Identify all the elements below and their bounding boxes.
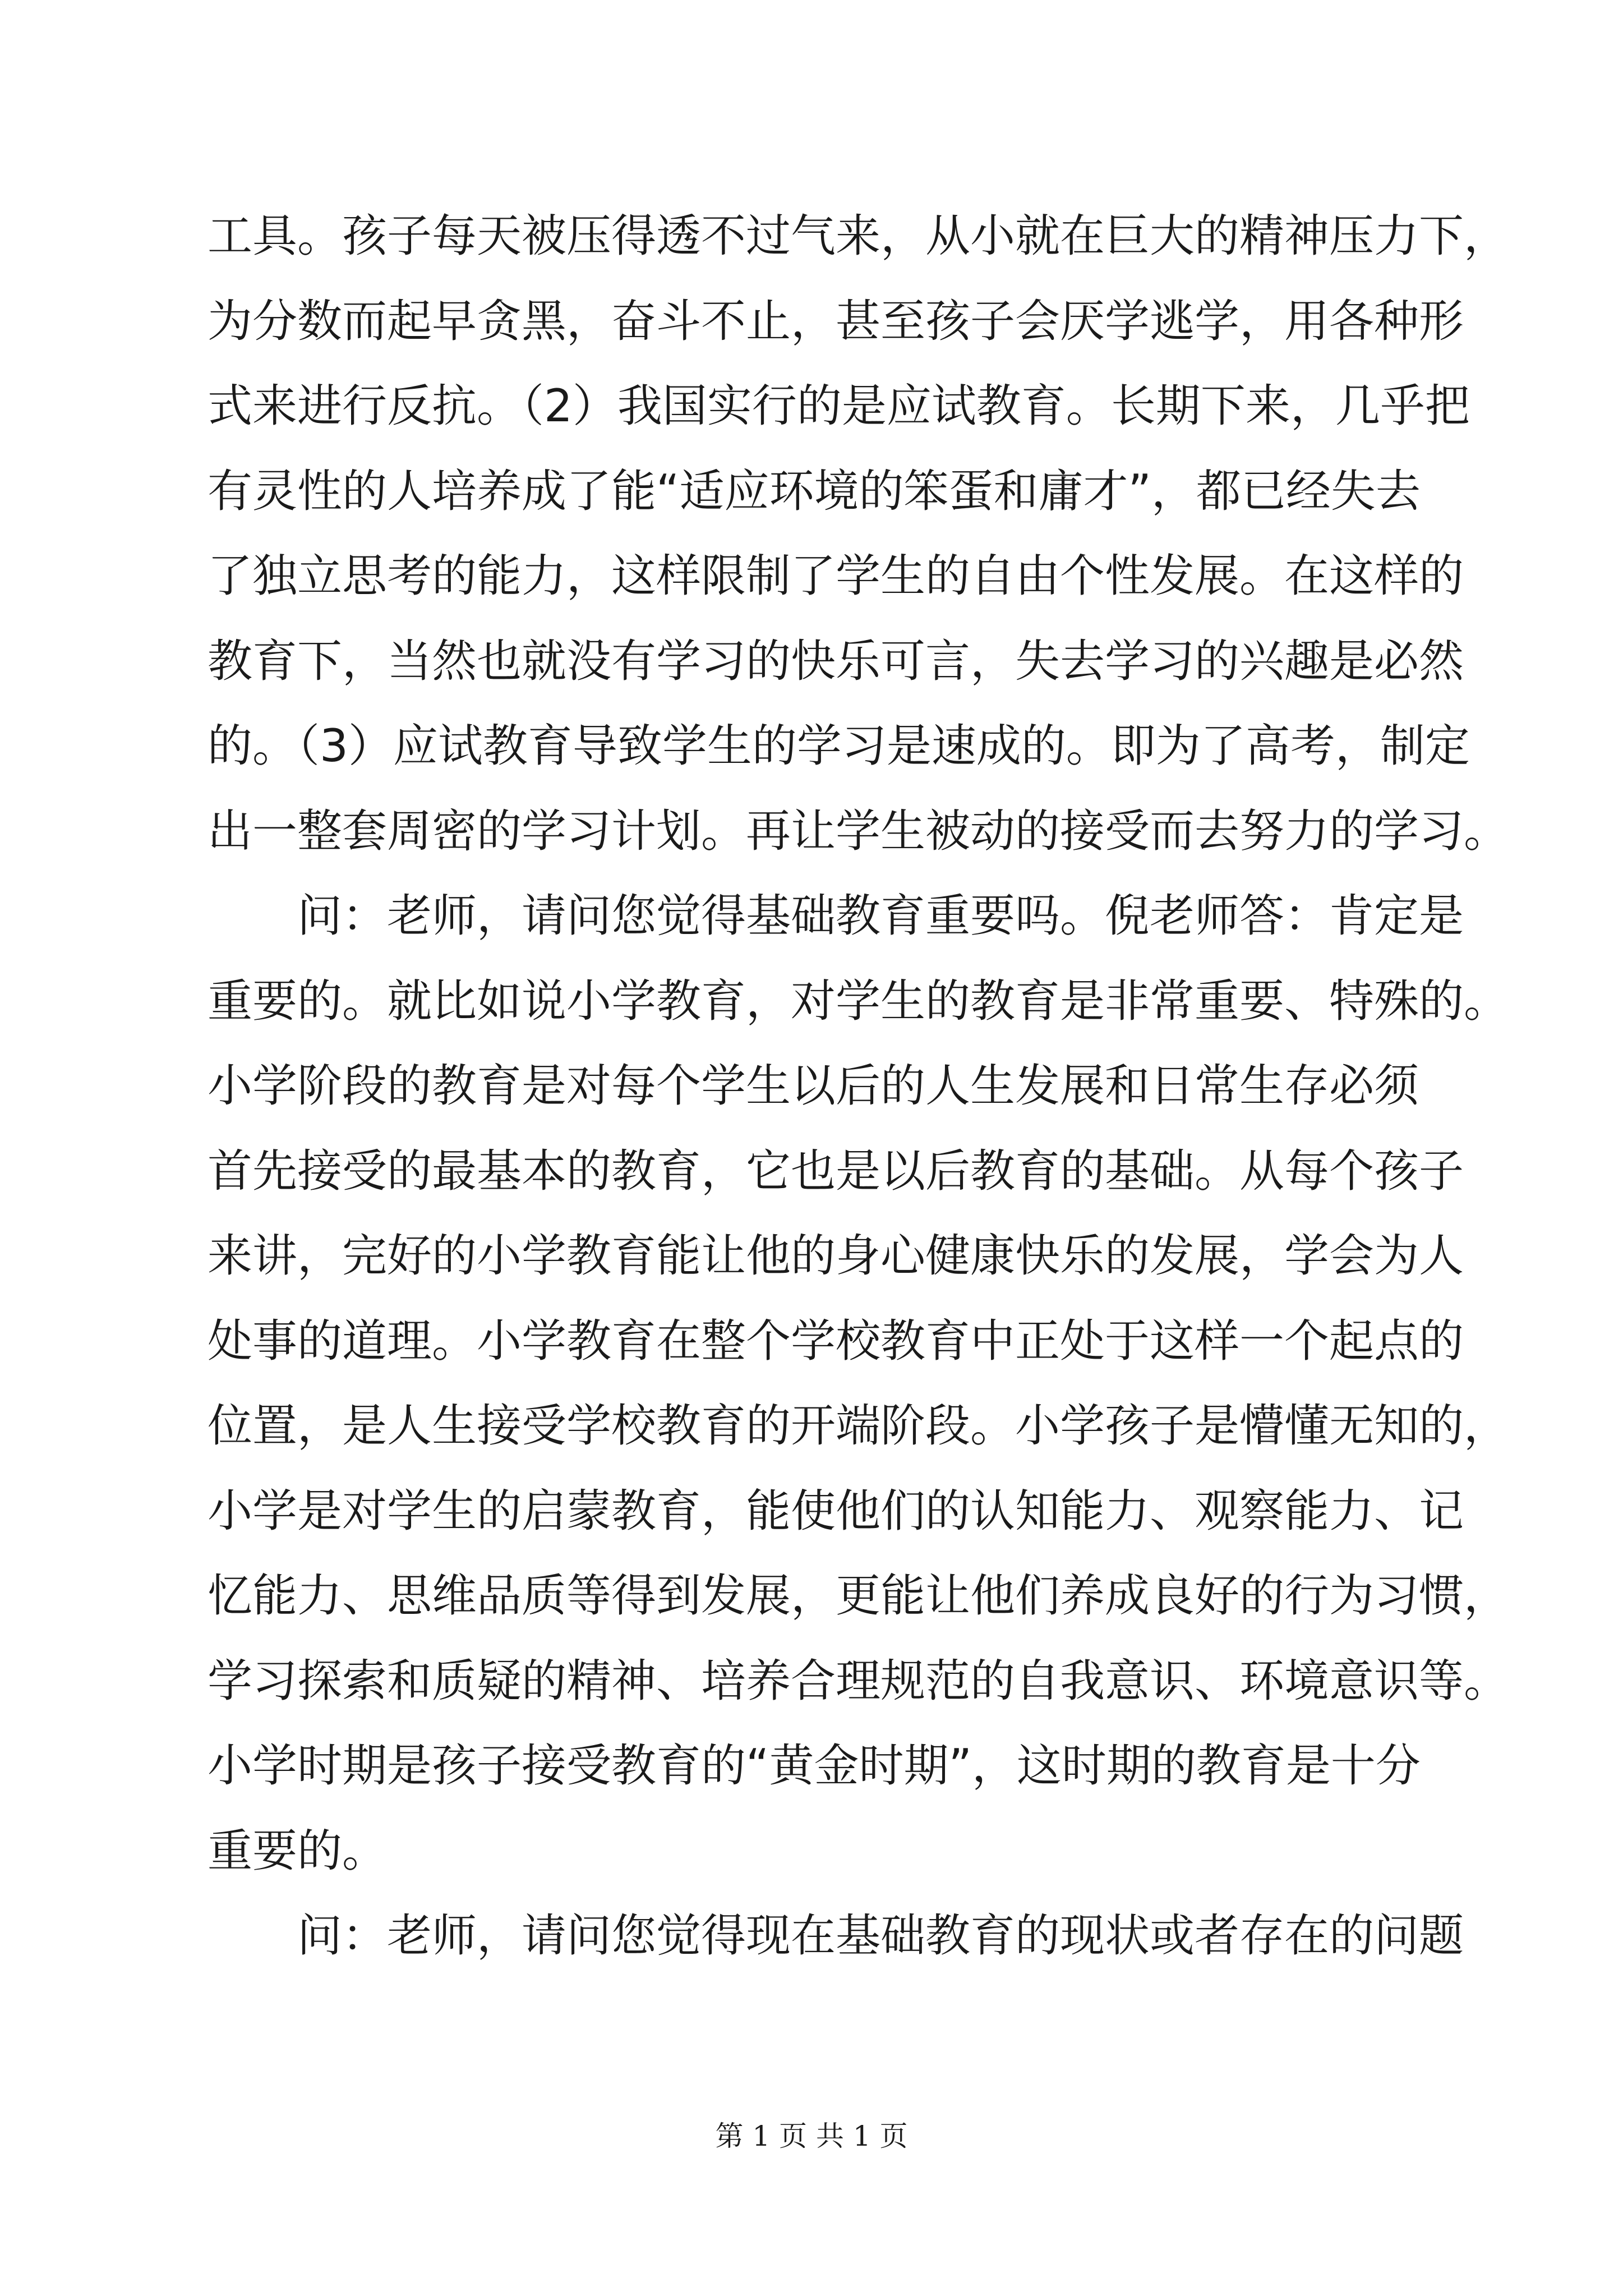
paragraph-2-line-12: 重要的。 (208, 1824, 387, 1877)
page-footer (0, 2119, 1623, 2153)
paragraph-2-line-5: 来讲，完好的小学教育能让他的身心健康快乐的发展，学会为人 (208, 1230, 1464, 1282)
page-number-label: 第 1 页 共 1 页 (715, 2120, 908, 2152)
paragraph-2-line-6: 处事的道理。小学教育在整个学校教育中正处于这样一个起点的 (208, 1314, 1464, 1367)
paragraph-2-line-2: 重要的。就比如说小学教育，对学生的教育是非常重要、特殊的。 (208, 974, 1509, 1027)
body-text (208, 194, 1509, 1978)
paragraph-1-line-4: 有灵性的人培养成了能“适应环境的笨蛋和庸才”，都已经失去 (208, 464, 1421, 517)
paragraph-2-line-4: 首先接受的最基本的教育，它也是以后教育的基础。从每个孩子 (208, 1144, 1464, 1197)
paragraph-1-line-5: 了独立思考的能力，这样限制了学生的自由个性发展。在这样的 (208, 550, 1464, 602)
paragraph-1-line-2: 为分数而起早贪黑，奋斗不止，甚至孩子会厌学逃学，用各种形 (208, 295, 1464, 347)
paragraph-1-line-8: 出一整套周密的学习计划。再让学生被动的接受而去努力的学习。 (208, 804, 1509, 857)
paragraph-2-line-8: 小学是对学生的启蒙教育，能使他们的认知能力、观察能力、记 (208, 1484, 1464, 1537)
paragraph-2-line-9: 忆能力、思维品质等得到发展，更能让他们养成良好的行为习惯， (208, 1570, 1509, 1622)
paragraph-2-line-3: 小学阶段的教育是对每个学生以后的人生发展和日常生存必须 (208, 1060, 1419, 1112)
paragraph-2-line-11: 小学时期是孩子接受教育的“黄金时期”，这时期的教育是十分 (208, 1740, 1421, 1792)
paragraph-3-line-1: 问：老师，请问您觉得现在基础教育的现状或者存在的问题 (297, 1910, 1464, 1962)
paragraph-2-line-10: 学习探索和质疑的精神、培养合理规范的自我意识、环境意识等。 (208, 1654, 1509, 1707)
paragraph-1-line-7: 的。（3）应试教育导致学生的学习是速成的。即为了高考，制定 (208, 720, 1470, 772)
paragraph-2-line-1: 问：老师，请问您觉得基础教育重要吗。倪老师答：肯定是 (297, 890, 1464, 942)
paragraph-1-line-1: 工具。孩子每天被压得透不过气来，从小就在巨大的精神压力下， (208, 210, 1509, 262)
paragraph-1-line-3: 式来进行反抗。（2）我国实行的是应试教育。长期下来，几乎把 (208, 380, 1470, 432)
paragraph-1-line-6: 教育下，当然也就没有学习的快乐可言，失去学习的兴趣是必然 (208, 634, 1464, 687)
paragraph-2-line-7: 位置，是人生接受学校教育的开端阶段。小学孩子是懵懂无知的， (208, 1400, 1509, 1452)
